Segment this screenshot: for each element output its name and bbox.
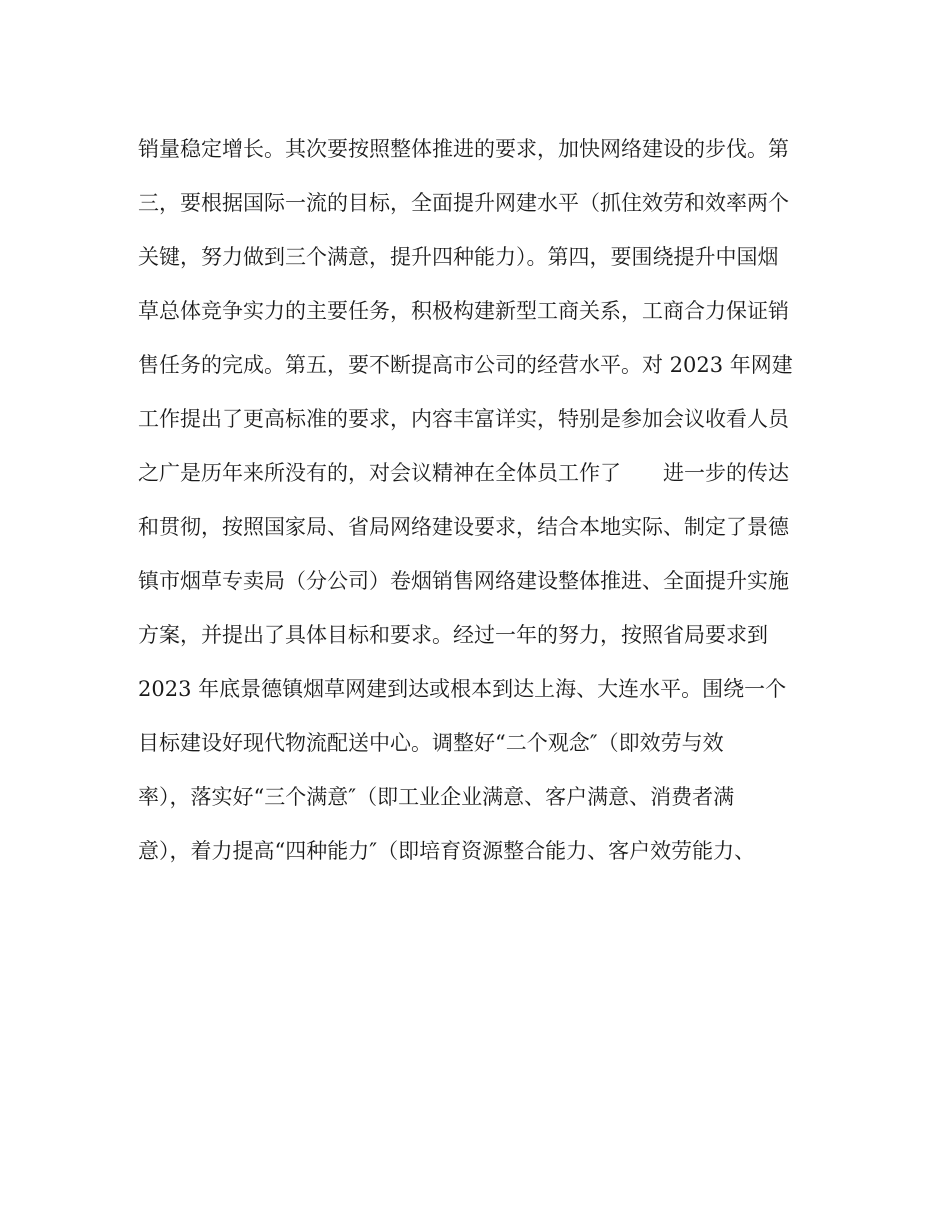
body-paragraph (138, 122, 818, 878)
text-line: 和贯彻，按照国家局、省局网络建设要求，结合本地实际、制定了景德 (138, 515, 789, 539)
text-line: 草总体竞争实力的主要任务，积极构建新型工商关系，工商合力保证销 (138, 299, 789, 323)
text-line: 工作提出了更高标准的要求，内容丰富详实，特别是参加会议收看人员 (138, 407, 789, 431)
text-line: 关键，努力做到三个满意，提升四种能力）。第四，要围绕提升中国烟 (138, 245, 779, 269)
text-line: 2023 年底景德镇烟草网建到达或根本到达上海、大连水平。围绕一个 (138, 677, 787, 701)
text-line: 三，要根据国际一流的目标，全面提升网建水平（抓住效劳和效率两个 (138, 191, 789, 215)
text-line: 之广是历年来所没有的，对会议精神在全体员工作了 进一步的传达 (138, 461, 789, 485)
text-line: 意），着力提高“四种能力″（即培育资源整合能力、客户效劳能力、 (138, 839, 756, 863)
text-line: 目标建设好现代物流配送中心。调整好“二个观念″（即效劳与效 (138, 731, 724, 755)
text-line: 镇市烟草专卖局（分公司）卷烟销售网络建设整体推进、全面提升实施 (138, 569, 789, 593)
text-line: 销量稳定增长。其次要按照整体推进的要求，加快网络建设的步伐。第 (138, 137, 789, 161)
text-line: 率），落实好“三个满意″（即工业企业满意、客户满意、消费者满 (138, 785, 735, 809)
text-line: 售任务的完成。第五，要不断提高市公司的经营水平。对 2023 年网建 (138, 353, 793, 377)
text-line: 方案，并提出了具体目标和要求。经过一年的努力，按照省局要求到 (138, 623, 768, 647)
